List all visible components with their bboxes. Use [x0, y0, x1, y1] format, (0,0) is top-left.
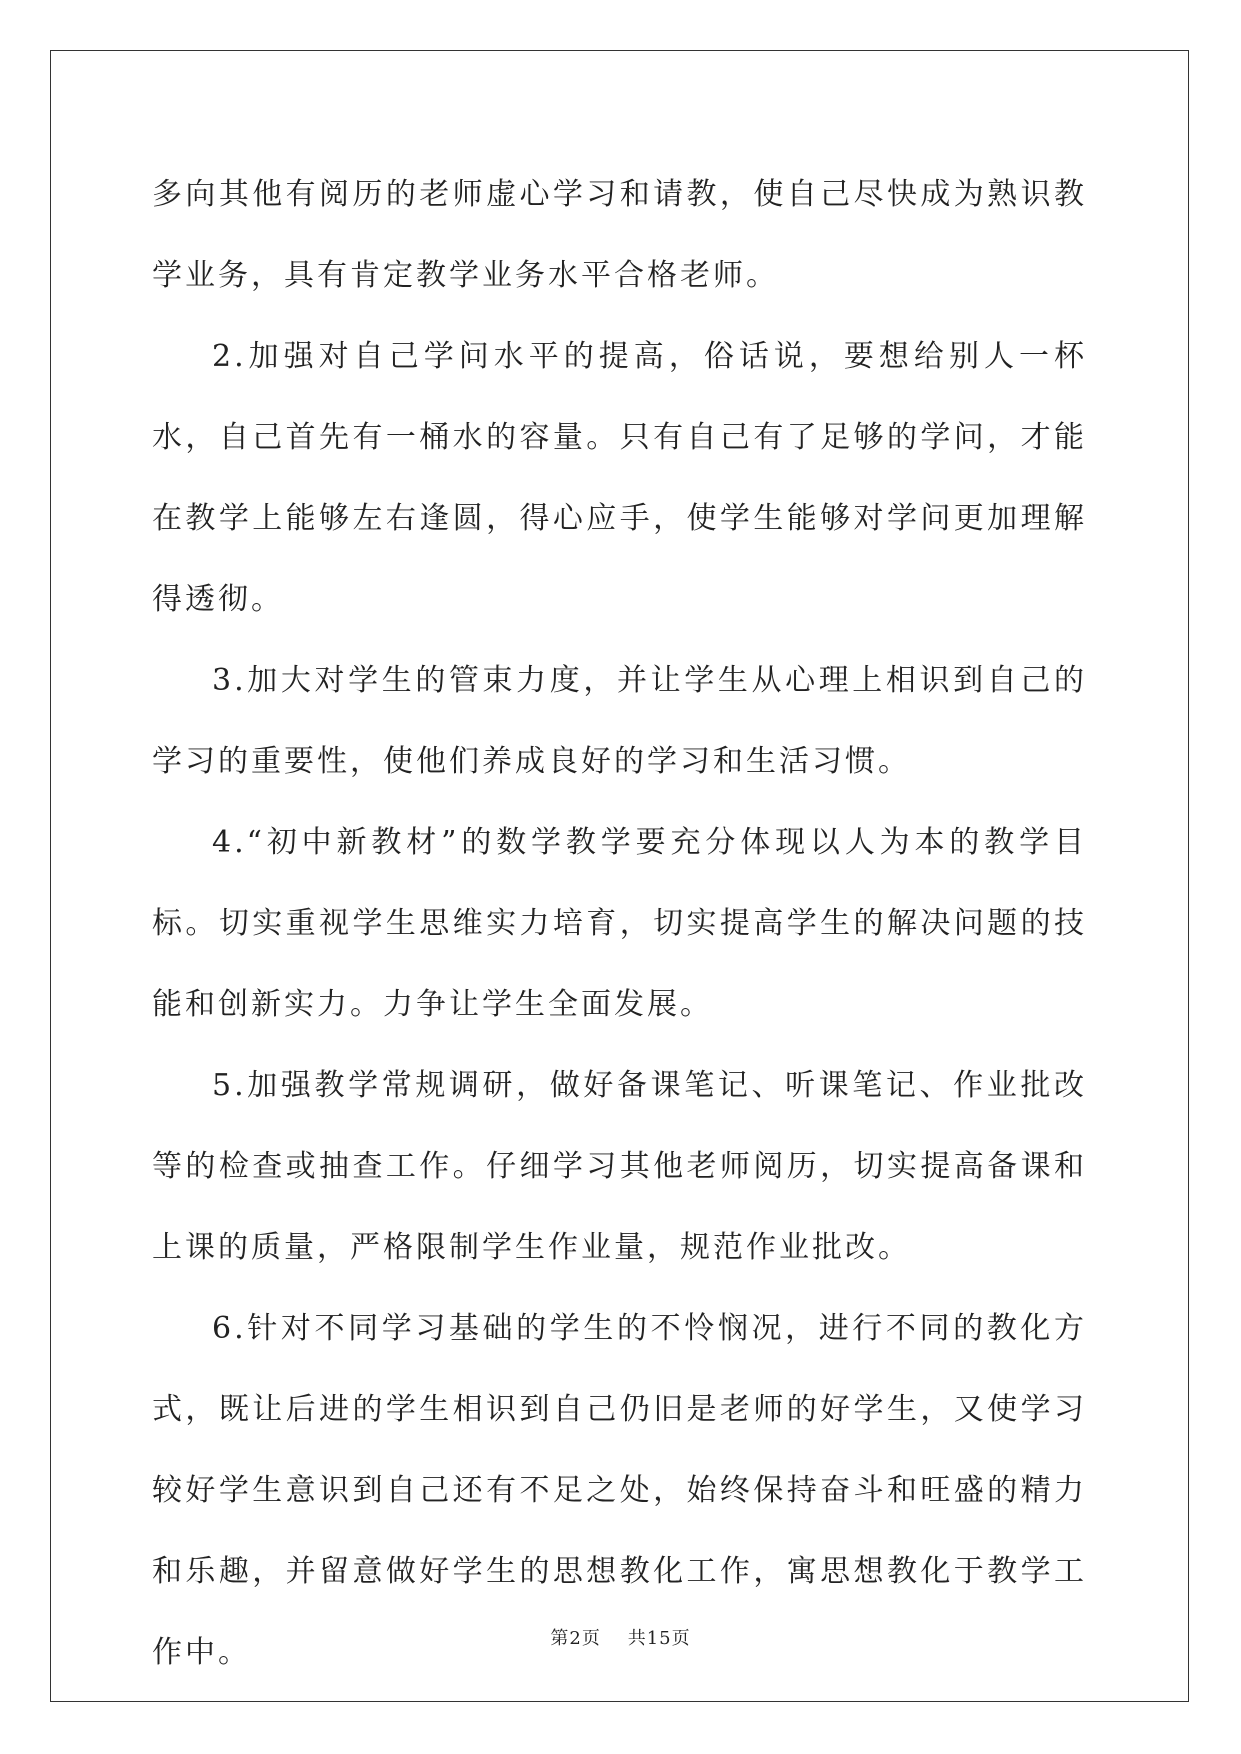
paragraph-continuation: 多向其他有阅历的老师虚心学习和请教，使自己尽快成为熟识教学业务，具有肯定教学业务水平合格老师。 — [152, 177, 1087, 293]
paragraph-item-6: 6.针对不同学习基础的学生的不怜悯况，进行不同的教化方式，既让后进的学生相识到自己仍旧是老师的好学生，又使学习较好学生意识到自己还有不足之处，始终保持奋斗和旺盛的精力和乐趣，并留意做好学生的思想教化工作，寓思想教化于教学工作中。 — [152, 1311, 1087, 1670]
paragraph-item-3: 3.加大对学生的管束力度，并让学生从心理上相识到自己的学习的重要性，使他们养成良好的学习和生活习惯。 — [152, 663, 1087, 779]
paragraph-item-2: 2.加强对自己学问水平的提高，俗话说，要想给别人一杯水，自己首先有一桶水的容量。只有自己有了足够的学问，才能在教学上能够左右逢圆，得心应手，使学生能够对学问更加理解得透彻。 — [152, 339, 1087, 617]
paragraph-item-5: 5.加强教学常规调研，做好备课笔记、听课笔记、作业批改等的检查或抽查工作。仔细学习其他老师阅历，切实提高备课和上课的质量，严格限制学生作业量，规范作业批改。 — [152, 1068, 1087, 1265]
paragraph-item-4: 4.“初中新教材”的数学教学要充分体现以人为本的教学目标。切实重视学生思维实力培育，切实提高学生的解决问题的技能和创新实力。力争让学生全面发展。 — [152, 825, 1087, 1022]
page-total: 共15页 — [627, 1628, 691, 1649]
page-footer — [0, 1624, 1241, 1650]
page-number: 第2页 — [550, 1628, 601, 1649]
document-body — [152, 154, 1087, 1693]
